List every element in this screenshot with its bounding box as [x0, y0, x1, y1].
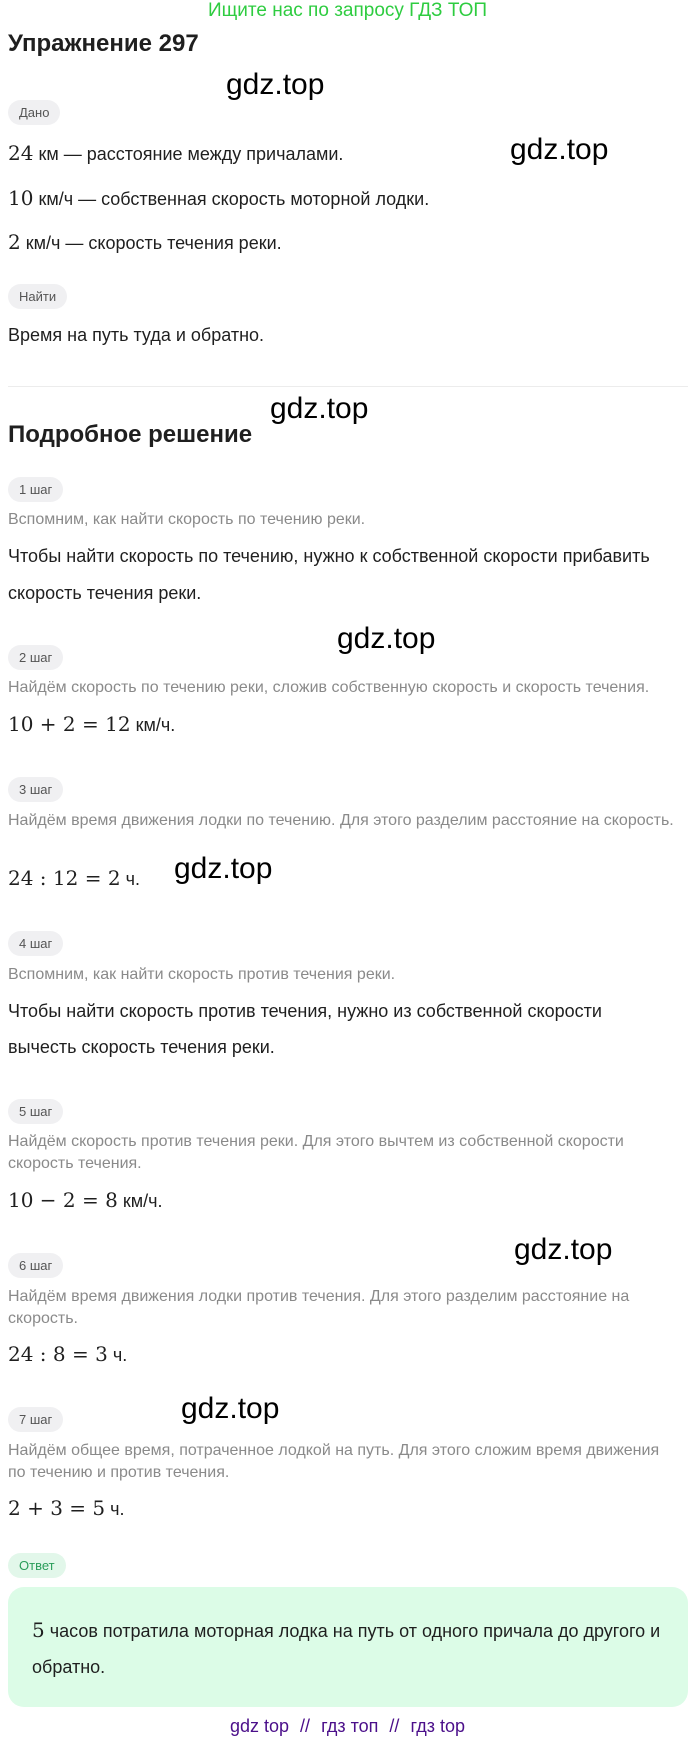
step-math — [8, 1188, 162, 1212]
find-badge — [8, 284, 67, 309]
step-body-line: вычесть скорость течения реки. — [8, 1037, 275, 1057]
watermark: gdz.top — [514, 1233, 613, 1266]
step-unit: ч. — [107, 1345, 128, 1365]
answer-box — [8, 1587, 688, 1707]
answer-number: 5 — [32, 1618, 45, 1642]
step-equation: 24 : 8 = 3 — [8, 1342, 108, 1366]
step-unit: ч. — [105, 1499, 125, 1519]
step-label: 5 шаг — [8, 1099, 63, 1124]
given-line — [8, 186, 429, 210]
step-label: 3 шаг — [8, 777, 63, 802]
step-math — [8, 866, 140, 890]
step-badge — [8, 1099, 63, 1124]
step-label: 1 шаг — [8, 477, 63, 502]
step-hint: Найдём скорость по течению реки, сложив собственную скорость и скорость течения. — [8, 679, 650, 696]
step-math — [8, 1496, 125, 1520]
step-hint: Найдём время движения лодки против течения. Для этого разделим расстояние на скорость. — [8, 1288, 630, 1327]
given-text: км/ч — скорость течения реки. — [20, 233, 282, 253]
top-banner: Ищите нас по запросу ГДЗ ТОП — [207, 0, 488, 21]
watermark: gdz.top — [337, 622, 436, 655]
step-badge — [8, 645, 63, 670]
step-label: 6 шаг — [8, 1253, 63, 1278]
given-line — [8, 230, 282, 254]
find-label: Найти — [8, 284, 67, 309]
footer-link[interactable]: гдз top — [410, 1716, 465, 1736]
find-text: Время на путь туда и обратно. — [8, 325, 265, 345]
answer-text — [32, 1612, 672, 1685]
step-label: 4 шаг — [8, 931, 63, 956]
step-equation: 2 + 3 = 5 — [8, 1496, 106, 1520]
given-number: 24 — [8, 141, 34, 165]
step-badge — [8, 931, 63, 956]
watermark: gdz.top — [270, 392, 369, 425]
step-body-line: Чтобы найти скорость против течения, нужно из собственной скорости — [8, 1001, 602, 1021]
given-line — [8, 141, 343, 165]
step-equation: 10 + 2 = 12 — [8, 712, 131, 736]
solution-title: Подробное решение — [8, 421, 253, 448]
step-hint: Вспомним, как найти скорость против течения реки. — [8, 966, 396, 983]
exercise-title: Упражнение 297 — [8, 30, 199, 57]
given-number: 10 — [8, 186, 34, 210]
step-hint: Вспомним, как найти скорость по течению реки. — [8, 511, 366, 528]
watermark: gdz.top — [181, 1392, 280, 1425]
answer-badge — [8, 1553, 66, 1578]
step-equation: 24 : 12 = 2 — [8, 866, 121, 890]
given-number: 2 — [8, 230, 21, 254]
footer-link[interactable]: gdz top — [229, 1716, 290, 1736]
step-hint: Найдём скорость против течения реки. Для этого вычтем из собственной скорости скорость течения. — [8, 1133, 624, 1172]
watermark: gdz.top — [174, 852, 273, 885]
footer-links — [0, 1716, 695, 1737]
given-text: км — расстояние между причалами. — [33, 144, 344, 164]
step-hint: Найдём общее время, потраченное лодкой на путь. Для этого сложим время движения по течению и против течения. — [8, 1442, 660, 1481]
step-unit: км/ч. — [117, 1191, 163, 1211]
section-divider — [8, 386, 688, 387]
given-text: км/ч — собственная скорость моторной лодки. — [33, 189, 430, 209]
step-math — [8, 1342, 127, 1366]
step-body-line: скорость течения реки. — [8, 583, 202, 603]
step-badge — [8, 477, 63, 502]
step-equation: 10 − 2 = 8 — [8, 1188, 118, 1212]
footer-separator: // — [389, 1716, 400, 1736]
step-hint: Найдём время движения лодки по течению. Для этого разделим расстояние на скорость. — [8, 812, 674, 829]
step-label: 7 шаг — [8, 1407, 63, 1432]
step-badge — [8, 777, 63, 802]
step-label: 2 шаг — [8, 645, 63, 670]
step-unit: км/ч. — [130, 715, 176, 735]
watermark: gdz.top — [510, 133, 609, 166]
step-badge — [8, 1407, 63, 1432]
given-badge — [8, 100, 60, 125]
footer-link[interactable]: гдз топ — [321, 1716, 379, 1736]
step-badge — [8, 1253, 63, 1278]
answer-label: Ответ — [8, 1553, 66, 1578]
step-body-line: Чтобы найти скорость по течению, нужно к собственной скорости прибавить — [8, 546, 650, 566]
given-label: Дано — [8, 100, 60, 125]
watermark: gdz.top — [226, 68, 325, 101]
answer-body: часов потратила моторная лодка на путь от одного причала до другого и обратно. — [32, 1621, 661, 1677]
step-math — [8, 712, 175, 736]
step-unit: ч. — [120, 869, 140, 889]
footer-separator: // — [300, 1716, 311, 1736]
